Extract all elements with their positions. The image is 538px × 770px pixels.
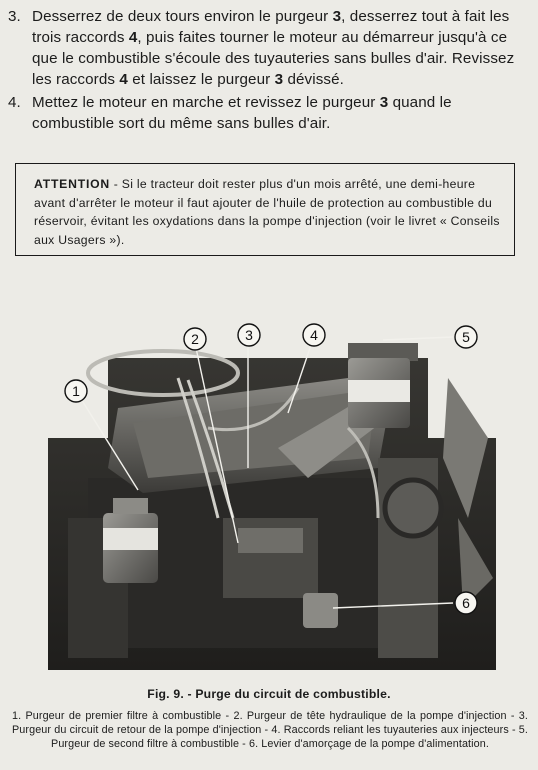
step-text-run: Desserrez de deux tours environ le purgeur	[32, 8, 333, 25]
callout-3-label: 3	[245, 327, 253, 343]
callout-5-label: 5	[462, 329, 470, 345]
callout-6	[455, 592, 477, 614]
callout-2-label: 2	[191, 331, 199, 347]
callout-2	[184, 328, 206, 350]
engine-photo	[48, 318, 496, 670]
step-number: 3.	[8, 8, 21, 25]
step-ref-number: 3	[332, 8, 342, 25]
step-ref-number: 3	[274, 71, 284, 88]
attention-keyword: ATTENTION	[34, 177, 111, 191]
engine-illustration	[48, 318, 496, 670]
step-text-run: Mettez le moteur en marche et revissez le purgeur	[32, 94, 380, 111]
callout-3	[238, 324, 260, 346]
attention-text: - Si le tracteur doit rester plus d'un mois arrêté, une demi-heure avant d'arrêter le moteur il faut ajouter de l'huile de protection au combustible du réservoir, évitant les oxydations dans la pompe d'injection (voir le livret « Conseils aux Usagers »).	[34, 177, 500, 247]
step-text-run: et laissez le purgeur	[127, 71, 275, 88]
step-text-run: , puis faites tourner le moteur au démarreur jusqu'à ce que le combustible s'écoule des tuyauteries sans bulles d'air. Revissez les raccords	[32, 29, 515, 88]
callout-4	[303, 324, 325, 346]
figure-legend: 1. Purgeur de premier filtre à combustible - 2. Purgeur de tête hydraulique de la pompe d'injection - 3. Purgeur du circuit de retour de la pompe d'injection - 4. Raccords reliant les tuyauteries aux injecteurs - 5. Purgeur de second filtre à combustible - 6. Levier d'amorçage de la pompe d'alimentation.	[12, 710, 528, 751]
step-3	[8, 6, 530, 90]
step-text-run: dévissé.	[283, 71, 344, 88]
step-ref-number: 3	[379, 94, 389, 111]
attention-box	[15, 163, 515, 256]
callout-4-label: 4	[310, 327, 318, 343]
step-text-run: quand le combustible sort du même sans bulles d'air.	[32, 94, 452, 132]
callout-1-label: 1	[72, 383, 80, 399]
step-ref-number: 4	[119, 71, 128, 88]
figure-caption: Fig. 9. - Purge du circuit de combustible.	[147, 687, 391, 701]
step-text	[32, 6, 530, 90]
step-text	[32, 92, 530, 134]
callout-6-label: 6	[462, 595, 470, 611]
step-ref-number: 4	[128, 29, 138, 46]
step-4	[8, 92, 530, 134]
step-number: 4.	[8, 94, 21, 111]
callout-1	[65, 380, 87, 402]
step-text-run: , desserrez tout à fait les trois raccords	[32, 8, 510, 46]
callout-5	[455, 326, 477, 348]
